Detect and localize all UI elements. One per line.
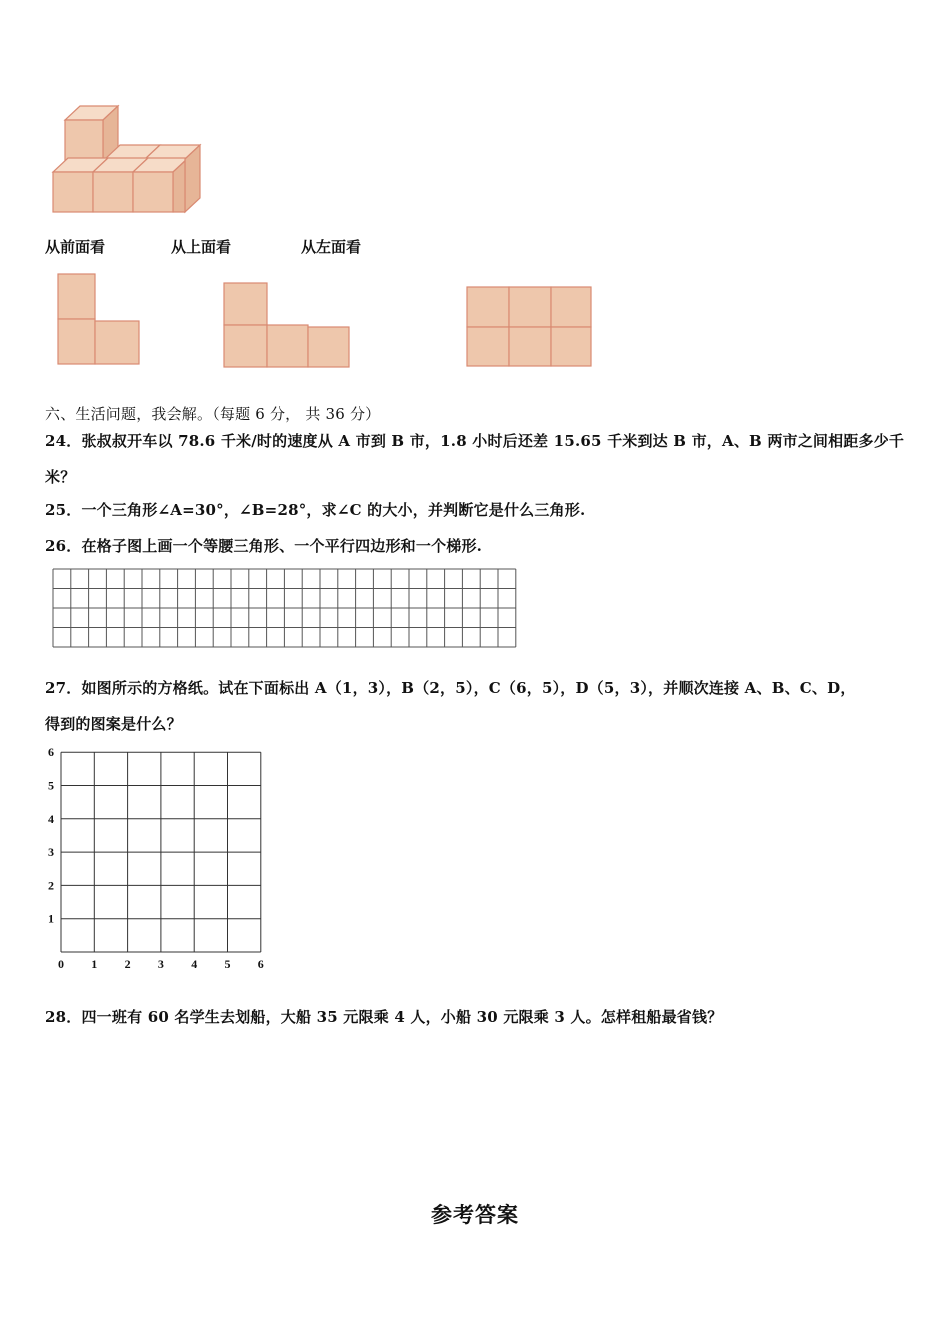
question-27-line1: 27．如图所示的方格纸。试在下面标出 A（1，3），B（2，5），C（6，5），D（5，3），并顺次连接 A、B、C、D， bbox=[45, 679, 856, 697]
cube-solid-figure bbox=[50, 104, 210, 216]
y-axis-label: 3 bbox=[48, 845, 54, 860]
question-27-line2: 得到的图案是什么？ bbox=[45, 715, 182, 733]
y-axis-label: 6 bbox=[48, 745, 54, 760]
y-axis-label: 4 bbox=[48, 811, 54, 826]
view-square bbox=[509, 327, 551, 366]
view-square bbox=[308, 327, 349, 367]
view-square bbox=[224, 283, 267, 325]
x-axis-label: 1 bbox=[91, 957, 98, 971]
x-axis-label: 3 bbox=[157, 957, 164, 971]
x-axis-label: 5 bbox=[224, 957, 231, 971]
cube-front-face bbox=[133, 172, 173, 212]
x-axis-label: 4 bbox=[191, 957, 198, 971]
cube-front-face bbox=[93, 172, 133, 212]
answer-section-title: 参考答案 bbox=[431, 1202, 519, 1227]
q27-coordinate-grid bbox=[40, 746, 270, 974]
view-square bbox=[95, 321, 139, 364]
x-axis-label: 2 bbox=[124, 957, 131, 971]
x-axis-label: 0 bbox=[58, 957, 64, 971]
question-26: 26．在格子图上画一个等腰三角形、一个平行四边形和一个梯形. bbox=[45, 537, 483, 555]
question-28: 28．四一班有 60 名学生去划船，大船 35 元限乘 4 人，小船 30 元限乘 3 人。怎样租船最省钱？ bbox=[45, 1008, 723, 1026]
left-view-figure bbox=[466, 286, 594, 368]
view-square bbox=[551, 327, 591, 366]
y-axis-label: 5 bbox=[48, 778, 54, 793]
view-square bbox=[58, 274, 95, 319]
view-square bbox=[509, 287, 551, 327]
front-view-label: 从前面看 bbox=[45, 238, 106, 256]
q26-grid-paper bbox=[52, 568, 518, 649]
cube-front-face bbox=[53, 172, 93, 212]
view-square bbox=[267, 325, 308, 367]
front-view-figure bbox=[56, 273, 142, 365]
view-square bbox=[467, 287, 509, 327]
view-square bbox=[551, 287, 591, 327]
top-view-figure bbox=[222, 282, 352, 368]
view-square bbox=[467, 327, 509, 366]
question-25: 25．一个三角形∠A=30°，∠B=28°，求∠C 的大小，并判断它是什么三角形. bbox=[45, 501, 586, 519]
y-axis-label: 2 bbox=[48, 878, 54, 893]
view-square bbox=[58, 319, 95, 364]
top-view-label: 从上面看 bbox=[171, 238, 232, 256]
question-24-line1: 24．张叔叔开车以 78.6 千米/时的速度从 A 市到 B 市，1.8 小时后还差 15.65 千米到达 B 市，A、B 两市之间相距多少千 bbox=[45, 432, 905, 450]
section-six-heading: 六、生活问题，我会解。（每题 6 分， 共 36 分） bbox=[45, 405, 381, 423]
view-square bbox=[224, 325, 267, 367]
x-axis-label: 6 bbox=[257, 957, 264, 971]
y-axis-label: 1 bbox=[48, 911, 54, 926]
question-24-line2: 米？ bbox=[45, 468, 76, 486]
left-view-label: 从左面看 bbox=[301, 238, 362, 256]
